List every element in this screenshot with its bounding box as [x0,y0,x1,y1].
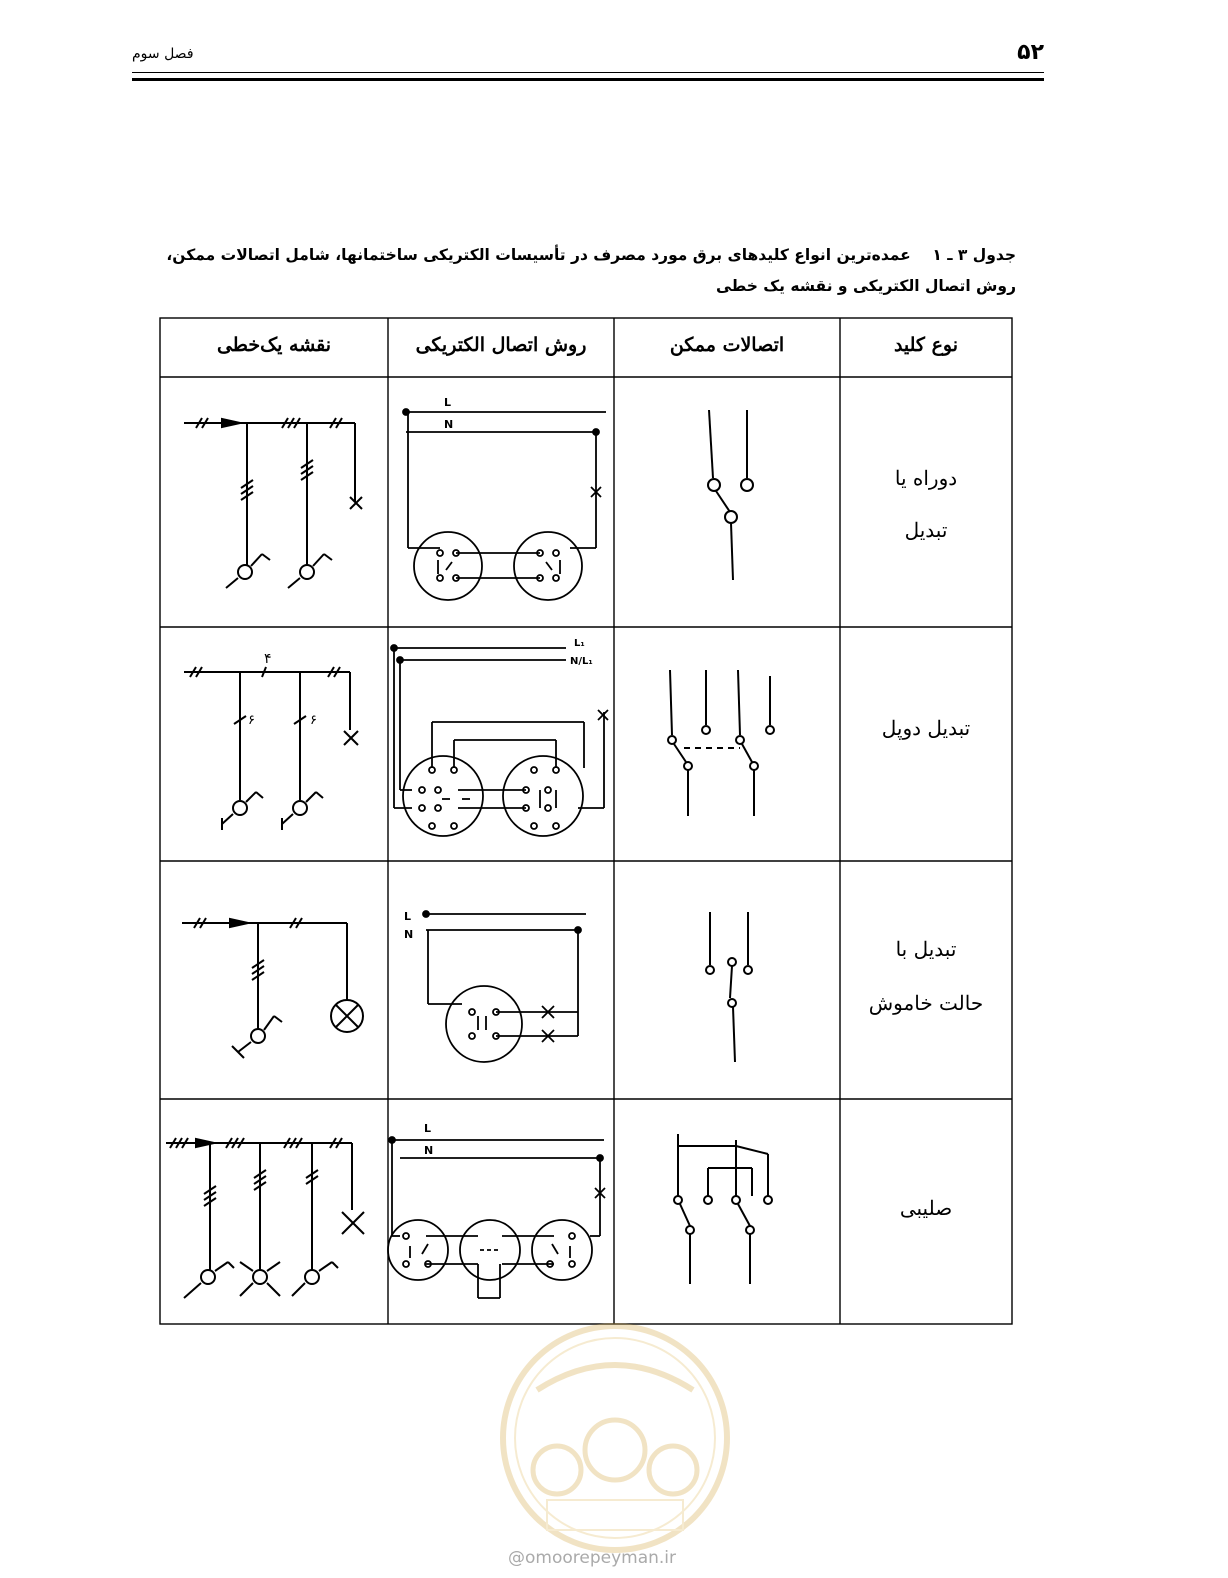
col-header-one-line: نقشه یک‌خطی [216,334,332,356]
caption-text: عمده‌ترین انواع کلیدهای برق مورد مصرف در تأسیسات الکتریکی ساختمانها، شامل اتصالات ممکن، روش اتصال الکتریکی و نقشه یک خطی [166,246,1016,295]
row3-contact-diagram [706,912,752,1062]
row2-label-l1: L₁ [574,638,585,649]
row2-contact-diagram [668,670,774,816]
row4-switch-type: صلیبی [899,1196,953,1220]
caption-label: جدول ۳ ـ ۱ [932,246,1016,264]
col-header-wiring: روش اتصال الکتریکی [415,334,587,356]
row2-switch-type: تبدیل دوپل [881,716,971,740]
row3-wiring-diagram [423,911,586,1062]
row4-label-n: N [424,1144,434,1157]
row3-label-l: L [404,910,412,923]
row1-label-l: L [444,396,452,409]
row4-wiring-diagram [388,1137,605,1298]
page-number: ۵۲ [1017,40,1044,65]
row1-wiring-diagram [403,409,606,600]
chapter-title: فصل سوم [132,46,194,62]
row2-mark-a: ۶ [248,713,255,728]
row2-one-line-diagram [184,667,358,830]
row4-label-l: L [424,1122,432,1135]
row2-mark-b: ۶ [310,713,317,728]
watermark-url: @omoorepeyman.ir [508,1548,677,1568]
col-header-switch-type: نوع کلید [893,334,959,356]
row2-wiring-diagram [391,645,608,836]
row1-contact-diagram [708,410,753,580]
row3-one-line-diagram [182,918,363,1058]
row1-label-n: N [444,418,454,431]
row3-switch-type: تبدیل با حالت خاموش [868,937,984,1015]
watermark-seal-icon [497,1320,733,1556]
row2-label-nl1: N/L₁ [570,656,593,667]
row4-contact-diagram [674,1134,772,1284]
row2-mark-top: ۴ [264,651,272,667]
row4-one-line-diagram [166,1138,364,1298]
row3-label-n: N [404,928,414,941]
row1-one-line-diagram [184,418,362,588]
col-header-connections: اتصالات ممکن [669,334,785,356]
row1-switch-type: دوراه یا تبدیل [894,466,958,542]
